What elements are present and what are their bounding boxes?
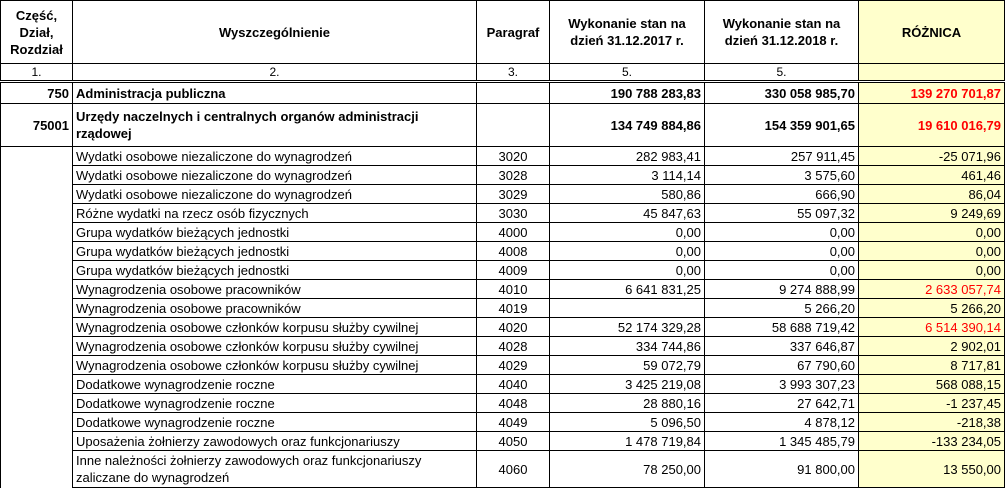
section-code: 750 [1, 82, 73, 104]
row-code [1, 318, 73, 337]
row-value-2018: 1 345 485,79 [705, 432, 859, 451]
row-difference: 13 550,00 [859, 451, 1005, 488]
column-number [859, 64, 1005, 82]
row-difference: -1 237,45 [859, 394, 1005, 413]
section-row-750 [1, 82, 1005, 104]
section-value-2017: 190 788 283,83 [550, 82, 705, 104]
row-value-2018: 5 266,20 [705, 299, 859, 318]
table-row [1, 394, 1005, 413]
row-value-2018: 0,00 [705, 223, 859, 242]
header-paragraph: Paragraf [477, 1, 550, 64]
row-paragraph: 4049 [477, 413, 550, 432]
row-name: Wynagrodzenia osobowe członków korpusu służby cywilnej [73, 356, 477, 375]
row-value-2018: 58 688 719,42 [705, 318, 859, 337]
row-paragraph: 3030 [477, 204, 550, 223]
row-value-2018: 666,90 [705, 185, 859, 204]
row-paragraph: 4048 [477, 394, 550, 413]
header-specification: Wyszczególnienie [73, 1, 477, 64]
row-difference: 0,00 [859, 261, 1005, 280]
row-difference: 0,00 [859, 223, 1005, 242]
row-difference: 5 266,20 [859, 299, 1005, 318]
row-code [1, 337, 73, 356]
row-code [1, 451, 73, 488]
column-number: 5. [705, 64, 859, 82]
row-difference: -133 234,05 [859, 432, 1005, 451]
header-execution-2017: Wykonanie stan na dzień 31.12.2017 r. [550, 1, 705, 64]
row-code [1, 166, 73, 185]
row-name: Grupa wydatków bieżących jednostki [73, 242, 477, 261]
row-name: Wynagrodzenia osobowe członków korpusu służby cywilnej [73, 337, 477, 356]
row-paragraph: 4028 [477, 337, 550, 356]
row-name: Wydatki osobowe niezaliczone do wynagrodzeń [73, 166, 477, 185]
table-row [1, 356, 1005, 375]
row-value-2017: 3 425 219,08 [550, 375, 705, 394]
row-paragraph: 4050 [477, 432, 550, 451]
header-part-division-chapter: Część, Dział, Rozdział [1, 1, 73, 64]
column-number: 3. [477, 64, 550, 82]
row-value-2018: 27 642,71 [705, 394, 859, 413]
row-paragraph: 4060 [477, 451, 550, 488]
row-name: Inne należności żołnierzy zawodowych oraz funkcjonariuszy zaliczane do wynagrodzeń [73, 451, 477, 488]
row-paragraph: 3028 [477, 166, 550, 185]
row-name: Dodatkowe wynagrodzenie roczne [73, 394, 477, 413]
row-difference: 2 633 057,74 [859, 280, 1005, 299]
row-code [1, 185, 73, 204]
row-code [1, 375, 73, 394]
row-value-2017: 28 880,16 [550, 394, 705, 413]
row-value-2017: 1 478 719,84 [550, 432, 705, 451]
row-code [1, 394, 73, 413]
column-number: 2. [73, 64, 477, 82]
section-row-75001 [1, 104, 1005, 147]
row-code [1, 204, 73, 223]
row-name: Grupa wydatków bieżących jednostki [73, 223, 477, 242]
row-difference: 86,04 [859, 185, 1005, 204]
row-code [1, 432, 73, 451]
row-value-2018: 91 800,00 [705, 451, 859, 488]
column-number: 1. [1, 64, 73, 82]
row-paragraph: 4029 [477, 356, 550, 375]
column-number: 5. [550, 64, 705, 82]
row-paragraph: 4040 [477, 375, 550, 394]
row-difference: 9 249,69 [859, 204, 1005, 223]
row-value-2017: 3 114,14 [550, 166, 705, 185]
row-value-2017: 45 847,63 [550, 204, 705, 223]
table-row [1, 223, 1005, 242]
row-value-2017: 0,00 [550, 242, 705, 261]
row-value-2017: 580,86 [550, 185, 705, 204]
row-paragraph: 4019 [477, 299, 550, 318]
row-code [1, 413, 73, 432]
row-value-2017: 0,00 [550, 223, 705, 242]
row-name: Dodatkowe wynagrodzenie roczne [73, 375, 477, 394]
row-code [1, 223, 73, 242]
section-name: Administracja publiczna [73, 82, 477, 104]
row-difference: -218,38 [859, 413, 1005, 432]
column-numbers-row [1, 64, 1005, 82]
row-value-2018: 337 646,87 [705, 337, 859, 356]
table-row [1, 261, 1005, 280]
row-difference: -25 071,96 [859, 147, 1005, 166]
row-value-2017: 59 072,79 [550, 356, 705, 375]
row-difference: 568 088,15 [859, 375, 1005, 394]
table-row [1, 147, 1005, 166]
row-code [1, 280, 73, 299]
table-row [1, 318, 1005, 337]
row-paragraph: 4010 [477, 280, 550, 299]
row-value-2017: 334 744,86 [550, 337, 705, 356]
row-name: Uposażenia żołnierzy zawodowych oraz funkcjonariuszy [73, 432, 477, 451]
row-name: Grupa wydatków bieżących jednostki [73, 261, 477, 280]
table-row [1, 432, 1005, 451]
row-value-2018: 3 575,60 [705, 166, 859, 185]
row-code [1, 242, 73, 261]
row-code [1, 356, 73, 375]
row-value-2018: 0,00 [705, 261, 859, 280]
table-row [1, 166, 1005, 185]
row-name: Wynagrodzenia osobowe pracowników [73, 299, 477, 318]
row-value-2017: 282 983,41 [550, 147, 705, 166]
table-row [1, 299, 1005, 318]
table-row [1, 185, 1005, 204]
section-difference: 19 610 016,79 [859, 104, 1005, 147]
row-name: Wynagrodzenia osobowe członków korpusu służby cywilnej [73, 318, 477, 337]
row-difference: 6 514 390,14 [859, 318, 1005, 337]
section-value-2017: 134 749 884,86 [550, 104, 705, 147]
section-value-2018: 154 359 901,65 [705, 104, 859, 147]
table-row [1, 375, 1005, 394]
header-difference: RÓŻNICA [859, 1, 1005, 64]
row-difference: 2 902,01 [859, 337, 1005, 356]
header-execution-2018: Wykonanie stan na dzień 31.12.2018 r. [705, 1, 859, 64]
row-name: Różne wydatki na rzecz osób fizycznych [73, 204, 477, 223]
row-difference: 461,46 [859, 166, 1005, 185]
row-difference: 0,00 [859, 242, 1005, 261]
row-value-2018: 55 097,32 [705, 204, 859, 223]
row-code [1, 261, 73, 280]
row-paragraph: 4020 [477, 318, 550, 337]
table-row [1, 204, 1005, 223]
row-value-2017: 6 641 831,25 [550, 280, 705, 299]
table-row [1, 242, 1005, 261]
row-paragraph: 4000 [477, 223, 550, 242]
table-row [1, 451, 1005, 488]
section-difference: 139 270 701,87 [859, 82, 1005, 104]
section-code: 75001 [1, 104, 73, 147]
row-value-2017 [550, 299, 705, 318]
row-code [1, 147, 73, 166]
row-value-2017: 52 174 329,28 [550, 318, 705, 337]
row-name: Wynagrodzenia osobowe pracowników [73, 280, 477, 299]
section-paragraph [477, 82, 550, 104]
row-paragraph: 3029 [477, 185, 550, 204]
row-paragraph: 4009 [477, 261, 550, 280]
row-name: Wydatki osobowe niezaliczone do wynagrodzeń [73, 147, 477, 166]
header-row [1, 1, 1005, 64]
row-value-2017: 78 250,00 [550, 451, 705, 488]
row-name: Dodatkowe wynagrodzenie roczne [73, 413, 477, 432]
row-value-2018: 0,00 [705, 242, 859, 261]
section-name: Urzędy naczelnych i centralnych organów administracji rządowej [73, 104, 477, 147]
row-name: Wydatki osobowe niezaliczone do wynagrodzeń [73, 185, 477, 204]
row-value-2018: 4 878,12 [705, 413, 859, 432]
row-value-2018: 257 911,45 [705, 147, 859, 166]
section-paragraph [477, 104, 550, 147]
row-value-2018: 9 274 888,99 [705, 280, 859, 299]
row-paragraph: 3020 [477, 147, 550, 166]
row-value-2018: 67 790,60 [705, 356, 859, 375]
table-row [1, 280, 1005, 299]
row-value-2018: 3 993 307,23 [705, 375, 859, 394]
row-difference: 8 717,81 [859, 356, 1005, 375]
table-row [1, 413, 1005, 432]
row-code [1, 299, 73, 318]
table-row [1, 337, 1005, 356]
section-value-2018: 330 058 985,70 [705, 82, 859, 104]
row-paragraph: 4008 [477, 242, 550, 261]
row-value-2017: 5 096,50 [550, 413, 705, 432]
row-value-2017: 0,00 [550, 261, 705, 280]
